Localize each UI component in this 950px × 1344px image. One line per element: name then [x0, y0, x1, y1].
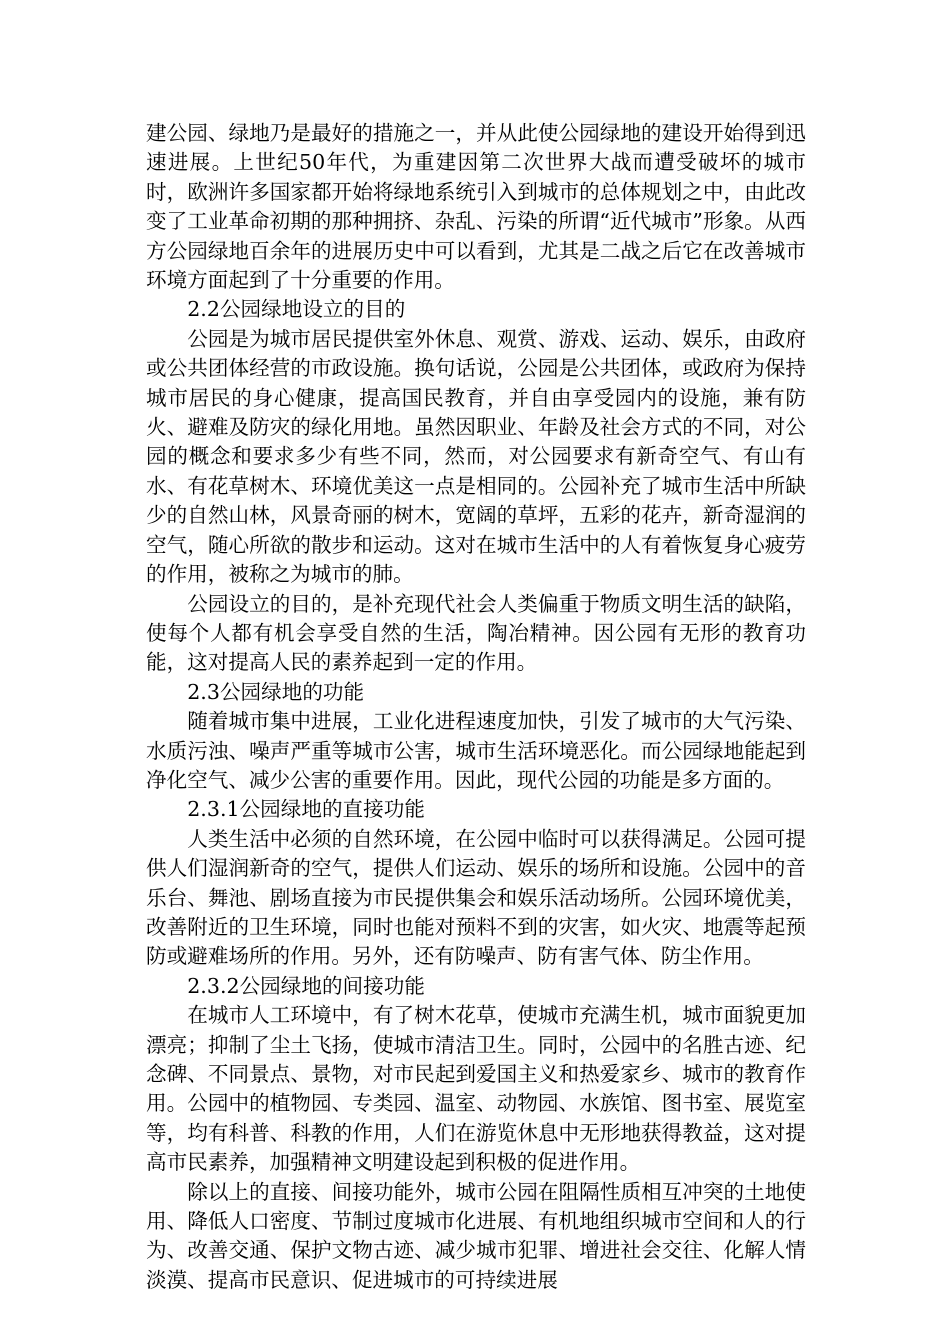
paragraph-other-functions: 除以上的直接、间接功能外，城市公园在阻隔性质相互冲突的土地使用、降低人口密度、节制过度城市化进展、有机地组织城市空间和人的行为、改善交通、保护文物古迹、减少城市犯罪、增进社会交往、化解人情淡漠、提高市民意识、促进城市的可持续进展 — [146, 1179, 806, 1292]
heading-2-3-2: 2.3.2公园绿地的间接功能 — [187, 973, 425, 998]
paragraph-indirect-functions: 在城市人工环境中，有了树木花草，使城市充满生机，城市面貌更加漂亮；抑制了尘土飞扬，使城市清洁卫生。同时，公园中的名胜古迹、纪念碑、不同景点、景物，对市民起到爱国主义和热爱家乡、城市的教育作用。公园中的植物园、专类园、温室、动物园、水族馆、图书室、展览室等，均有科普、科教的作用，人们在游览休息中无形地获得教益，这对提高市民素养，加强精神文明建设起到积极的促进作用。 — [146, 1003, 806, 1175]
heading-2-2: 2.2公园绿地设立的目的 — [187, 297, 406, 322]
paragraph-direct-functions: 人类生活中必须的自然环境，在公园中临时可以获得满足。公园可提供人们湿润新奇的空气，提供人们运动、娱乐的场所和设施。公园中的音乐台、舞池、剧场直接为市民提供集会和娱乐活动场所。公园环境优美，改善附近的卫生环境，同时也能对预料不到的灾害，如火灾、地震等起预防或避难场所的作用。另外，还有防噪声、防有害气体、防尘作用。 — [146, 826, 806, 969]
paragraph-park-purpose: 公园设立的目的，是补充现代社会人类偏重于物质文明生活的缺陷，使每个人都有机会享受自然的生活，陶冶精神。因公园有无形的教育功能，这对提高人民的素养起到一定的作用。 — [146, 591, 806, 675]
paragraph-park-definition: 公园是为城市居民提供室外休息、观赏、游戏、运动、娱乐，由政府或公共团体经营的市政设施。换句话说，公园是公共团体，或政府为保持城市居民的身心健康，提高国民教育，并自由享受园内的设施，兼有防火、避难及防灾的绿化用地。虽然因职业、年龄及社会方式的不同，对公园的概念和要求多少有些不同，然而，对公园要求有新奇空气、有山有水、有花草树木、环境优美这一点是相同的。公园补充了城市生活中所缺少的自然山林，风景奇丽的树木，宽阔的草坪，五彩的花卉，新奇湿润的空气，随心所欲的散步和运动。这对在城市生活中的人有着恢复身心疲劳的作用，被称之为城市的肺。 — [146, 326, 806, 587]
paragraph-park-functions: 随着城市集中进展，工业化进程速度加快，引发了城市的大气污染、水质污浊、噪声严重等城市公害，城市生活环境恶化。而公园绿地能起到净化空气、减少公害的重要作用。因此，现代公园的功能是多方面的。 — [146, 709, 806, 792]
paragraph-intro-continued: 建公园、绿地乃是最好的措施之一，并从此使公园绿地的建设开始得到迅速进展。上世纪50年代，为重建因第二次世界大战而遭受破坏的城市时，欧洲许多国家都开始将绿地系统引入到城市的总体规划之中，由此改变了工业革命初期的那种拥挤、杂乱、污染的所谓“近代城市”形象。从西方公园绿地百余年的进展历史中可以看到，尤其是二战之后它在改善城市环境方面起到了十分重要的作用。 — [146, 121, 806, 293]
heading-2-3-1: 2.3.1公园绿地的直接功能 — [187, 797, 425, 822]
heading-2-3: 2.3公园绿地的功能 — [187, 679, 365, 704]
document-page — [146, 119, 806, 1295]
